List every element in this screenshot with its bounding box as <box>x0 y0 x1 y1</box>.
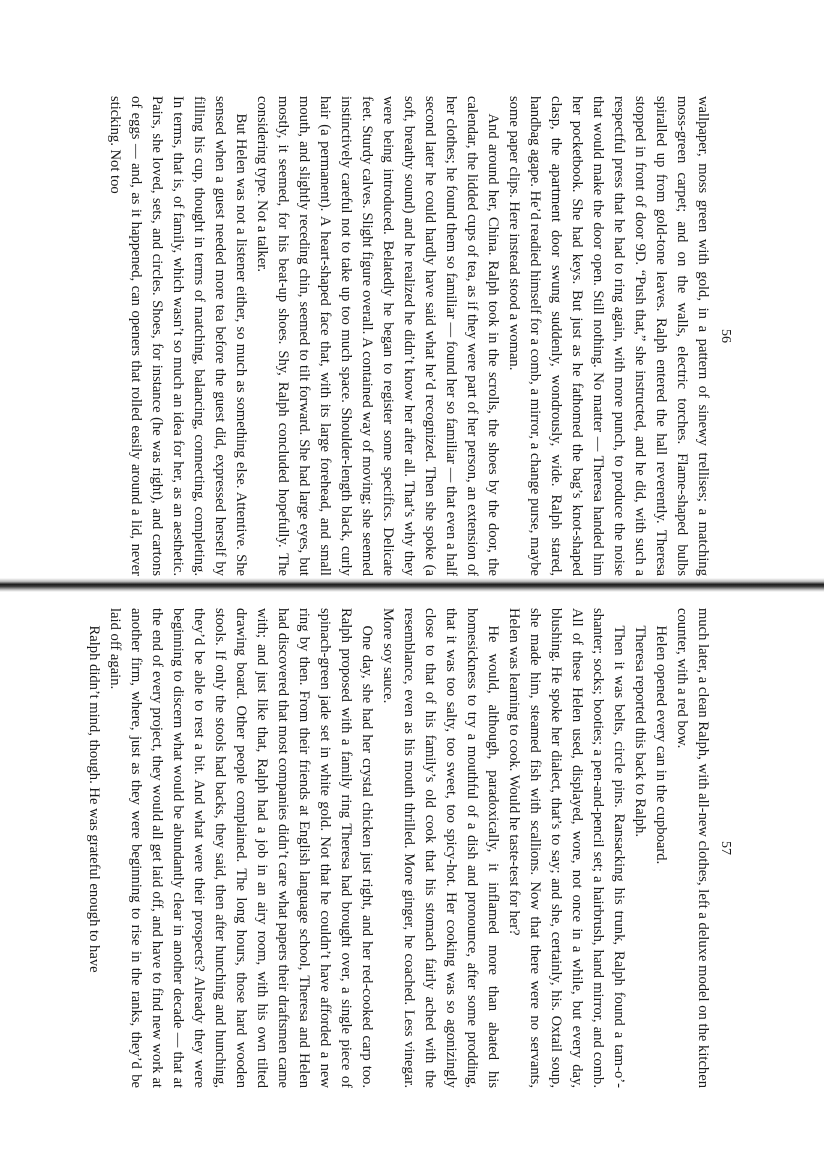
book-gutter <box>0 578 824 592</box>
paragraph: Helen opened every can in the cupboard. <box>653 625 669 865</box>
page-56 <box>77 96 737 576</box>
paragraph: Theresa reported this back to Ralph. <box>632 625 648 838</box>
paragraph: But Helen was not a listener either, so much as something else. Attentive. She sensed when a guest needed more tea before the guest did, expressed herself by filling his cup, thought in terms of matching, balancing, connecting, completing. In terms, that is, of family, which wasn’t so much an idea for her, as an aesthetic. Pairs, she loved, sets, and circles. Shoes, for instance (he was right), and cartons of eggs — and, as it happened, can openers that rolled easily around a lid, never sticking. Not too <box>107 96 249 576</box>
page-number: 57 <box>718 841 733 855</box>
paragraph: much later, a clean Ralph, with all-new clothes, left a deluxe model on the kitchen counter, with a red bow. <box>674 608 711 1088</box>
paragraph: One day, she had her crystal chicken just right, and her red-cooked carp too. Ralph proposed with a family ring Theresa had brought over, a single piece of spinach-green jade set in white gold. Not that he couldn’t have afforded a new ring by then. From their friends at English language school, Theresa and Helen had discovered that most companies didn’t care what papers their draftsmen came with; and just like that, Ralph had a job in an airy room, with his own tilted drawing board. Other people complained. The long hours, those hard wooden stools. If only the stools had backs, they said, then after hunching and hunching, they’d be able to rest a bit. And what were their prospects? Already they were beginning to discern what would be abundantly clear in another decade — that at the end of every project, they would all get laid off, and have to find new work at another firm, where, just as they were beginning to rise in the ranks, they’d be laid off again. <box>107 608 375 1088</box>
paragraph: Then it was belts, circle pins. Ransacking his trunk, Ralph found a tam-o’-shanter; socks; booties; a pen-and-pencil set; a hairbrush, hand mirror, and comb. All of these Helen used, displayed, wore, not once in a while, but every day, blushing. He spoke her dialect, that’s to say; and she, certainly, his. Oxtail soup, she made him, steamed fish with scallions. Now that there were no servants, Helen was learning to cook. Would he taste-test for her? <box>506 608 627 1088</box>
paragraph: He would, although, paradoxically, it inflamed more than abated his homesickness to try a mouthful of a dish and pronounce, after some prodding, that it was too salty, too sweet, too spicy-hot. Her cooking was so agonizingly close to that of his family’s old cook that his stomach fairly ached with the resemblance, even as his mouth thrilled. More ginger, he coached. Less vinegar. More soy sauce. <box>380 608 501 1088</box>
paragraph: Ralph didn’t mind, though. He was grateful enough to have <box>86 625 102 973</box>
page-number: 56 <box>718 329 733 343</box>
paragraph: wallpaper, moss green with gold, in a pattern of sinewy trellises; a matching moss-green carpet; and on the walls, electric torches. Flame-shaped bulbs spiralled up from gold-tone leaves. Ralph entered the hall reverently. Theresa stopped in front of door 9D. “Push that,” she instructed, and he did, with such a respectful press that he had to ring again, with more punch, to produce the noise that would make the door open. Still nothing. No matter — Theresa handed him her pocketbook. She had keys. But just as he fathomed the bag’s knot-shaped clasp, the apartment door swung suddenly, wondrously, wide. Ralph stared, handbag agape. He’d readied himself for a comb, a mirror, a change purse, maybe some paper clips. Here instead stood a woman. <box>506 96 711 576</box>
page-57 <box>86 608 737 1088</box>
paragraph: And around her, China. Ralph took in the scrolls, the shoes by the door, the calendar, the lidded cups of tea, as if they were part of her person, an extension of her clothes; he found them so familiar — found her so familiar — that even a half second later he could hardly have said what he’d recognized. Then she spoke (a soft, breathy sound) and he realized he didn’t know her after all. That’s why they were being introduced. Belatedly he began to register some specifics. Delicate feet. Sturdy calves. Slight figure overall. A contained way of moving; she seemed instinctively careful not to take up too much space. Shoulder-length black, curly hair (a permanent). A heart-shaped face that, with its large forehead, and small mouth, and slightly receding chin, seemed to tilt forward. She had large eyes, but mostly, it seemed, for his beat-up shoes. Shy, Ralph concluded hopefully. The considering type. Not a talker. <box>254 96 501 576</box>
